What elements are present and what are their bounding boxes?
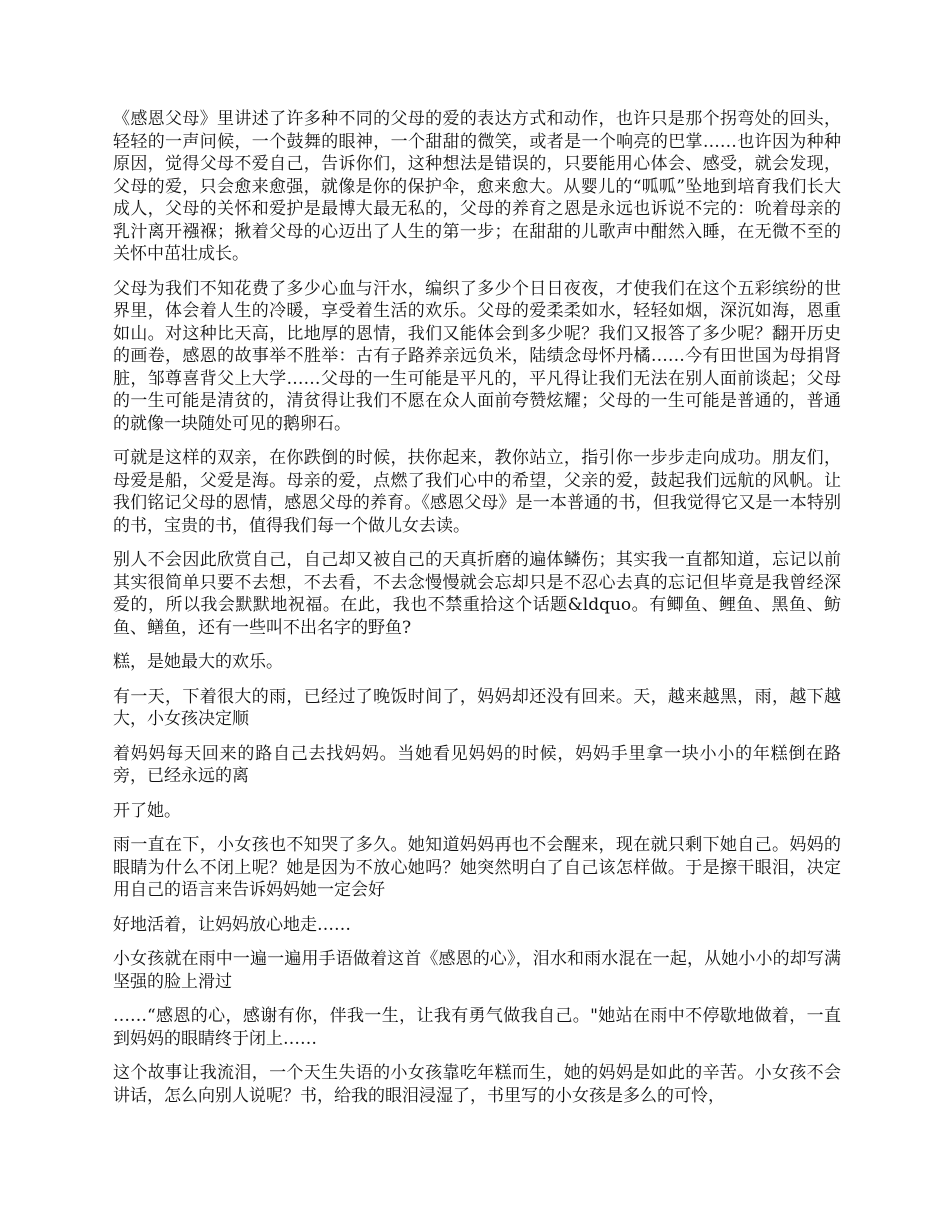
paragraph-3: 可就是这样的双亲，在你跌倒的时候，扶你起来，教你站立，指引你一步步走向成功。朋友们，母爱是船，父爱是海。母亲的爱，点燃了我们心中的希望，父亲的爱，鼓起我们远航的风帆。让我们铭记父母的恩情，感恩父母的养育。《感恩父母》是一本普通的书，但我觉得它又是一本特别的书，宝贵的书，值得我们每一个做儿女去读。 (113, 448, 841, 536)
paragraph-7: 着妈妈每天回来的路自己去找妈妈。当她看见妈妈的时候，妈妈手里拿一块小小的年糕倒在路旁，已经永远的离 (113, 743, 841, 786)
paragraph-5: 糕，是她最大的欢乐。 (113, 652, 283, 672)
paragraph-2: 父母为我们不知花费了多少心血与汗水，编织了多少个日日夜夜，才使我们在这个五彩缤纷的世界里，体会着人生的冷暖，享受着生活的欢乐。父母的爱柔柔如水，轻轻如烟，深沉如海，恩重如山。对这种比天高，比地厚的恩情，我们又能体会到多少呢？我们又报答了多少呢？翻开历史的画卷，感恩的故事举不胜举：古有子路养亲远负米，陆绩念母怀丹橘……今有田世国为母捐肾脏，邹尊喜背父上大学……父母的一生可能是平凡的，平凡得让我们无法在别人面前谈起；父母的一生可能是清贫的，清贫得让我们不愿在众人面前夸赞炫耀；父母的一生可能是普通的，普通的就像一块随处可见的鹅卵石。 (113, 278, 841, 434)
document-body (113, 108, 841, 1119)
paragraph-11: 小女孩就在雨中一遍一遍用手语做着这首《感恩的心》，泪水和雨水混在一起，从她小小的却写满坚强的脸上滑过 (113, 949, 841, 992)
paragraph-4: 别人不会因此欣赏自己，自己却又被自己的天真折磨的遍体鳞伤；其实我一直都知道，忘记以前其实很简单只要不去想，不去看，不去念慢慢就会忘却只是不忍心去真的忘记但毕竟是我曾经深爱的，所以我会默默地祝福。在此，我也不禁重拾这个话题&ldquo。有鲫鱼、鲤鱼、黑鱼、鲂鱼、鳝鱼，还有一些叫不出名字的野鱼? (113, 550, 841, 638)
paragraph-6: 有一天，下着很大的雨，已经过了晚饭时间了，妈妈却还没有回来。天，越来越黑，雨，越下越大，小女孩决定顺 (113, 686, 841, 729)
paragraph-12: ……“感恩的心，感谢有你，伴我一生，让我有勇气做我自己。"她站在雨中不停歇地做着，一直到妈妈的眼睛终于闭上…… (113, 1006, 841, 1049)
paragraph-13: 这个故事让我流泪，一个天生失语的小女孩靠吃年糕而生，她的妈妈是如此的辛苦。小女孩不会讲话，怎么向别人说呢？书，给我的眼泪浸湿了，书里写的小女孩是多么的可怜， (113, 1063, 841, 1106)
paragraph-9: 雨一直在下，小女孩也不知哭了多久。她知道妈妈再也不会醒来，现在就只剩下她自己。妈妈的眼睛为什么不闭上呢？她是因为不放心她吗？她突然明白了自己该怎样做。于是擦干眼泪，决定用自己的语言来告诉妈妈她一定会好 (113, 835, 841, 900)
paragraph-1: 《感恩父母》里讲述了许多种不同的父母的爱的表达方式和动作，也许只是那个拐弯处的回头，轻轻的一声问候，一个鼓舞的眼神，一个甜甜的微笑，或者是一个响亮的巴掌……也许因为种种原因，觉得父母不爱自己，告诉你们，这种想法是错误的，只要能用心体会、感受，就会发现，父母的爱，只会愈来愈强，就像是你的保护伞，愈来愈大。从婴儿的“呱呱”坠地到培育我们长大成人，父母的关怀和爱护是最博大最无私的，父母的养育之恩是永远也诉说不完的：吮着母亲的乳汁离开襁褓；揪着父母的心迈出了人生的第一步；在甜甜的儿歌声中酣然入睡，在无微不至的关怀中茁壮成长。 (113, 109, 841, 264)
paragraph-8: 开了她。 (113, 800, 181, 821)
paragraph-10: 好地活着，让妈妈放心地走…… (113, 914, 351, 935)
